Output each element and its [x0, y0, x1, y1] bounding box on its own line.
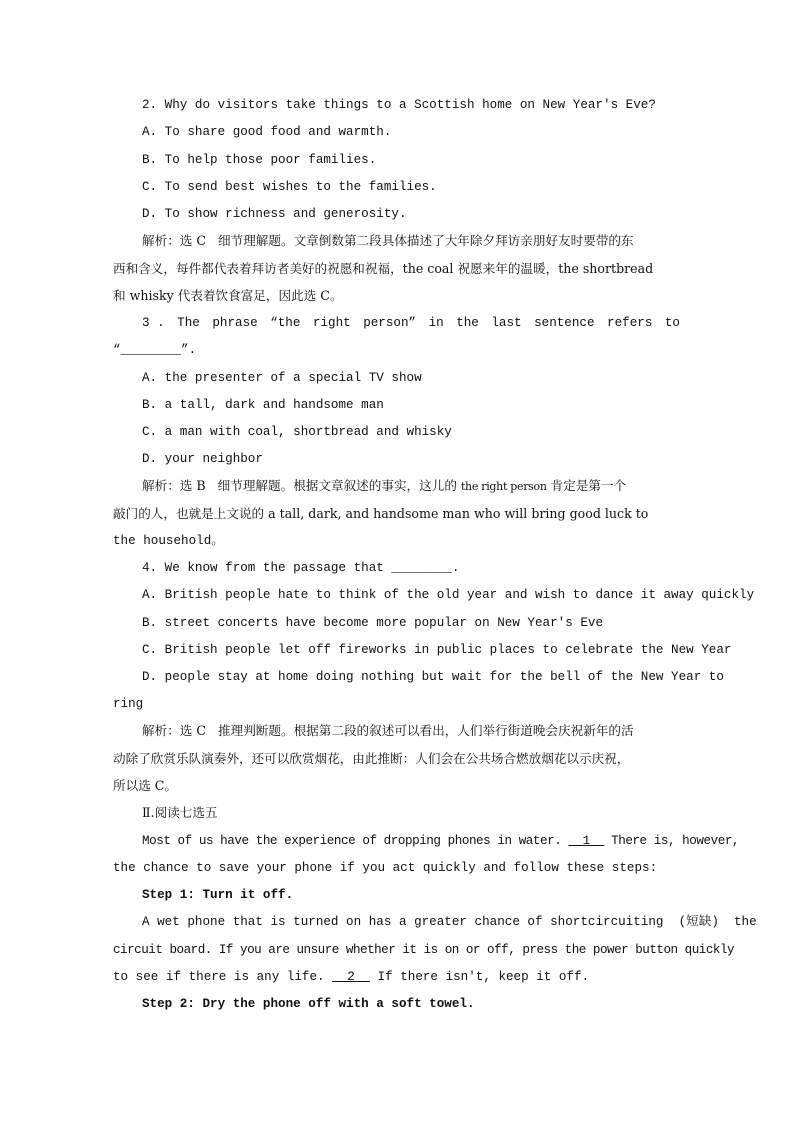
step1-line1: A wet phone that is turned on has a greater chance of shortcircuiting (短缺) the — [142, 915, 757, 929]
q4-question-text: 4. We know from the passage that — [142, 561, 392, 575]
q2-option-b: B. To help those poor families. — [142, 153, 377, 167]
q3-blank: ________ — [120, 343, 182, 357]
q4-option-d: D. people stay at home doing nothing but wait for the bell of the New Year to — [142, 670, 724, 684]
q3-open-quote: “ — [113, 343, 121, 357]
q3-word: 3 . — [142, 316, 165, 330]
intro-text: Most of us have the experience of dropping phones in water. — [142, 834, 569, 848]
q3-close-quote: ”. — [181, 343, 197, 357]
q3-question-line2 — [113, 342, 196, 358]
q4-option-c: C. British people let off fireworks in public places to celebrate the New Year — [142, 643, 732, 657]
q3-option-d: D. your neighbor — [142, 452, 263, 466]
q3-analysis-text: 肯定是第一个 — [546, 478, 627, 493]
step1-text: to see if there is any life. — [113, 970, 333, 984]
blank-2: __2__ — [332, 970, 370, 984]
intro-line1 — [142, 833, 739, 849]
q3-analysis-phrase: the right person — [460, 480, 547, 493]
q3-word: in — [428, 316, 444, 330]
q3-question-line1 — [142, 315, 680, 331]
q3-analysis-line3: the household。 — [113, 534, 224, 548]
intro-text: There is, however, — [604, 834, 740, 848]
step1-heading: Step 1: Turn it off. — [142, 888, 294, 902]
q4-analysis-line1: 解析：选 C 推理判断题。根据第二段的叙述可以看出，人们举行街道晚会庆祝新年的活 — [142, 723, 634, 738]
q4-option-a: A. British people hate to think of the old year and wish to dance it away quickly — [142, 588, 755, 602]
q3-word: last — [491, 316, 522, 330]
q3-word: person” — [363, 316, 417, 330]
q4-option-b: B. street concerts have become more popular on New Year's Eve — [142, 616, 604, 630]
q3-word: “the — [270, 316, 301, 330]
step1-line3 — [113, 969, 589, 985]
blank-1: __1__ — [568, 834, 604, 848]
q3-option-a: A. the presenter of a special TV show — [142, 371, 422, 385]
q2-analysis-line3: 和 whisky 代表着饮食富足，因此选 C。 — [113, 288, 343, 303]
q3-analysis-text: 解析：选 B 细节理解题。根据文章叙述的事实，这儿的 — [142, 478, 461, 493]
q3-word: sentence — [534, 316, 595, 330]
step2-heading: Step 2: Dry the phone off with a soft towel. — [142, 997, 475, 1011]
q2-option-d: D. To show richness and generosity. — [142, 207, 407, 221]
q3-word: right — [312, 316, 351, 330]
q3-analysis-line1 — [142, 478, 626, 495]
step1-line2: circuit board. If you are unsure whether it is on or off, press the power button quickly — [113, 943, 735, 957]
q4-analysis-line2: 动除了欣赏乐队演奏外，还可以欣赏烟花，由此推断：人们会在公共场合燃放烟花以示庆祝， — [113, 751, 630, 766]
q2-question: 2. Why do visitors take things to a Scottish home on New Year's Eve? — [142, 98, 656, 112]
q2-analysis-line2: 西和含义，每件都代表着拜访者美好的祝愿和祝福，the coal 祝愿来年的温暖，the shortbread — [113, 261, 654, 276]
q3-option-c: C. a man with coal, shortbread and whisky — [142, 425, 452, 439]
q3-option-b: B. a tall, dark and handsome man — [142, 398, 384, 412]
intro-line2: the chance to save your phone if you act quickly and follow these steps: — [113, 861, 658, 875]
q4-analysis-line3: 所以选 C。 — [113, 778, 178, 793]
q2-option-a: A. To share good food and warmth. — [142, 125, 392, 139]
q4-option-d-continued: ring — [113, 697, 144, 711]
section-heading: Ⅱ.阅读七选五 — [142, 805, 218, 820]
q4-blank: ________ — [391, 561, 452, 575]
q3-word: The — [177, 316, 200, 330]
q3-word: refers — [607, 316, 653, 330]
q3-word: the — [456, 316, 479, 330]
q2-analysis-line1: 解析：选 C 细节理解题。文章倒数第二段具体描述了大年除夕拜访亲朋好友时要带的东 — [142, 233, 634, 248]
q2-option-c: C. To send best wishes to the families. — [142, 180, 437, 194]
step1-text: If there isn't, keep it off. — [369, 970, 590, 984]
q4-question — [142, 560, 459, 576]
q3-word: to — [664, 316, 680, 330]
q4-question-end: . — [451, 561, 460, 575]
q3-analysis-line2: 敲门的人，也就是上文说的 a tall, dark, and handsome man who will bring good luck to — [113, 506, 649, 521]
q3-word: phrase — [212, 316, 258, 330]
